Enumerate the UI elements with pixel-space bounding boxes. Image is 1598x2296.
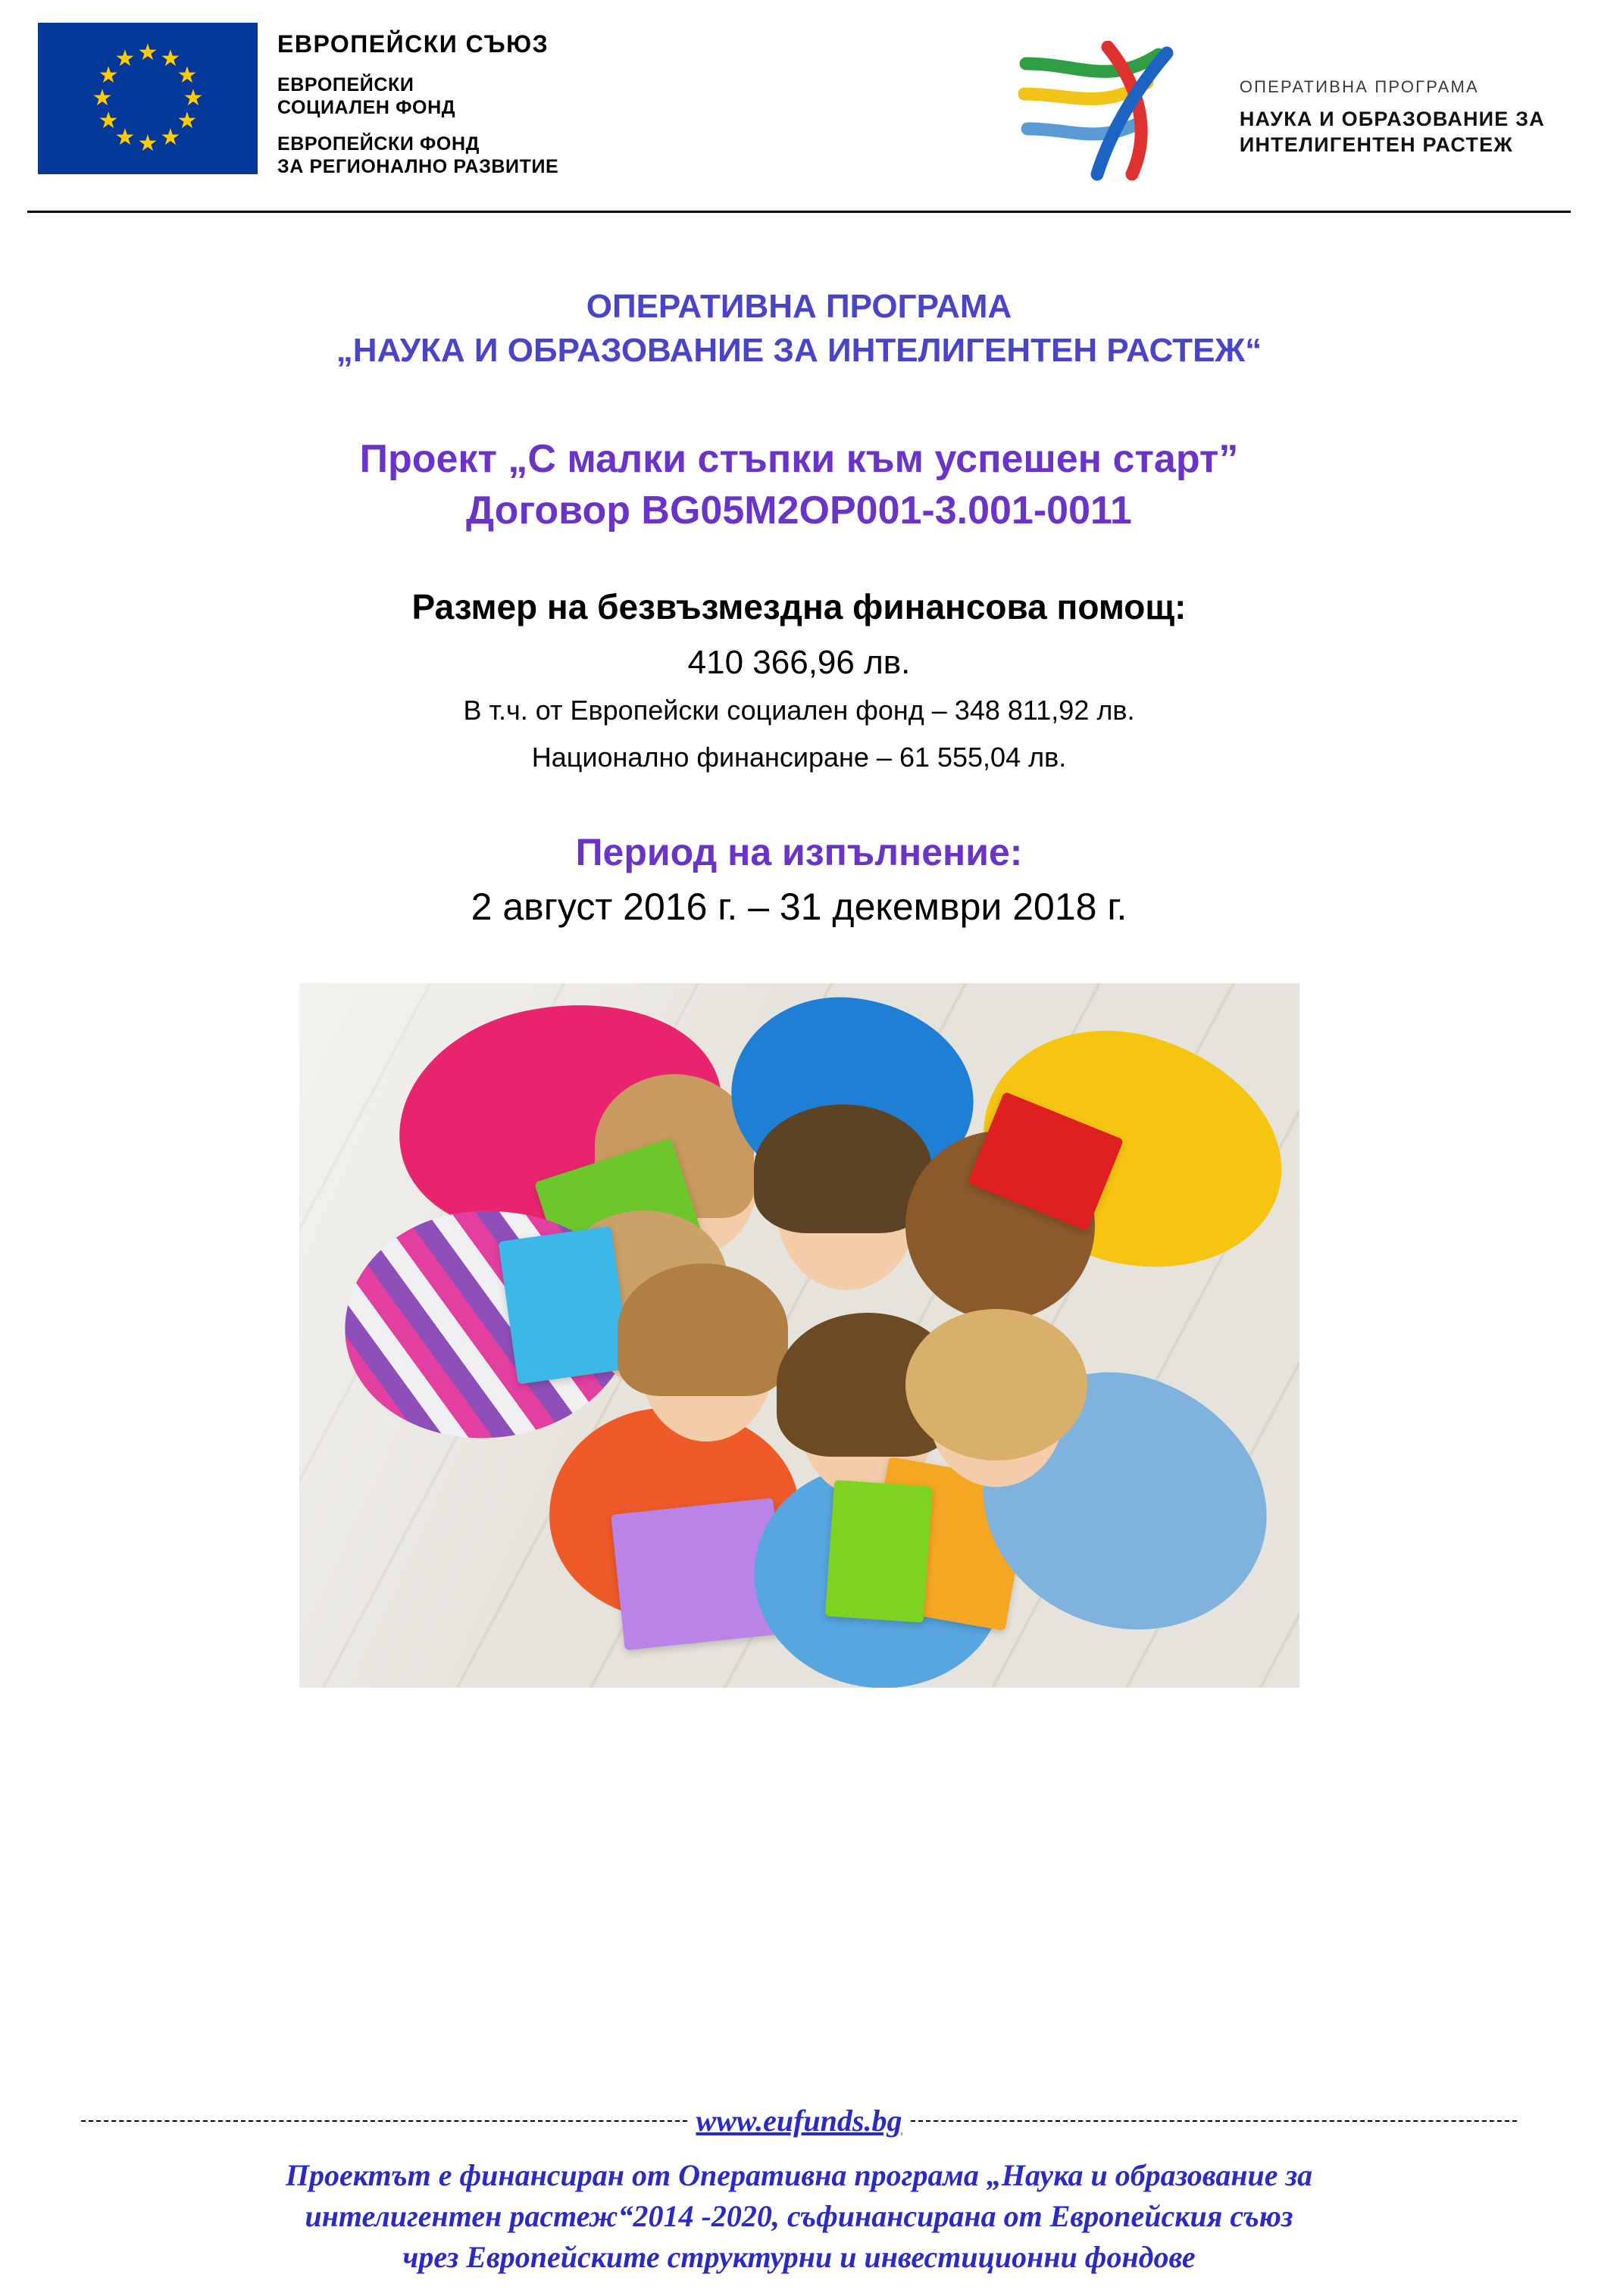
op-name-line1: НАУКА И ОБРАЗОВАНИЕ ЗА: [1239, 108, 1545, 130]
footer-disclaimer-line3: чрез Европейските структурни и инвестиционни фондове: [402, 2240, 1196, 2274]
children-photo: [299, 983, 1299, 1688]
op-small-label: ОПЕРАТИВНА ПРОГРАМА: [1239, 77, 1479, 96]
header-divider: [27, 211, 1571, 213]
eu-star-icon: ★: [98, 63, 119, 88]
programme-title-line1: ОПЕРАТИВНА ПРОГРАМА: [586, 288, 1012, 325]
programme-title: [61, 285, 1537, 373]
footer-dash-left: [81, 2120, 687, 2122]
child-4-book: [498, 1226, 630, 1384]
programme-title-line2: „НАУКА И ОБРАЗОВАНИЕ ЗА ИНТЕЛИГЕНТЕН РАСТЕЖ“: [336, 332, 1262, 369]
project-name: Проект „С малки стъпки към успешен старт”: [359, 437, 1239, 481]
eu-star-icon: ★: [160, 124, 181, 150]
op-name-line2: ИНТЕЛИГЕНТЕН РАСТЕЖ: [1239, 133, 1513, 156]
footer-disclaimer: [0, 2155, 1598, 2278]
op-emblem-block: [1018, 23, 1560, 181]
footer-dash-right: [911, 2120, 1517, 2122]
eu-emblem-text: [277, 23, 558, 178]
op-name: [1240, 106, 1545, 158]
period-label: Период на изпълнение:: [575, 831, 1023, 873]
eu-star-icon: ★: [114, 124, 136, 150]
eu-star-icon: ★: [98, 108, 119, 133]
footer-disclaimer-line1: Проектът е финансиран от Оперативна програма „Наука и образование за: [285, 2158, 1313, 2192]
document-body: [0, 285, 1598, 1688]
eu-social-fund-label-line2: СОЦИАЛЕН ФОНД: [277, 97, 456, 118]
eu-star-icon: ★: [183, 86, 204, 111]
footer-disclaimer-line2: интелигентен растеж“2014 -2020, съфинансирана от Европейския съюз: [305, 2199, 1293, 2233]
eu-star-icon: ★: [137, 131, 158, 156]
eu-regional-fund-label-line2: ЗА РЕГИОНАЛНО РАЗВИТИЕ: [277, 156, 559, 177]
period-value: 2 август 2016 г. – 31 декември 2018 г.: [471, 886, 1127, 928]
footer-website-row: [0, 2103, 1598, 2138]
eu-star-icon: ★: [177, 108, 198, 133]
document-footer: [0, 2103, 1598, 2278]
eu-union-label: ЕВРОПЕЙСКИ СЪЮЗ: [277, 30, 549, 58]
child-7-hair: [905, 1309, 1087, 1460]
child-2-hair: [754, 1104, 932, 1233]
eu-regional-fund-label: [277, 133, 558, 178]
project-title: [61, 433, 1537, 536]
eufunds-website-link[interactable]: www.eufunds.bg: [696, 2104, 902, 2138]
eu-regional-fund-label-line1: ЕВРОПЕЙСКИ ФОНД: [277, 133, 480, 155]
grant-label: Размер на безвъзмездна финансова помощ:: [411, 587, 1187, 626]
eu-star-icon: ★: [114, 46, 136, 72]
eu-star-icon: ★: [177, 63, 198, 88]
document-header: [0, 0, 1598, 205]
child-5-hair: [618, 1264, 788, 1396]
eu-flag-icon: [38, 23, 258, 174]
eu-social-fund-label: [277, 73, 558, 119]
child-6-book-secondary: [824, 1480, 932, 1623]
grant-esf-amount: В т.ч. от Европейски социален фонд – 348 811,92 лв.: [463, 695, 1135, 726]
eu-star-icon: ★: [160, 46, 181, 72]
op-science-education-logo-icon: [1018, 41, 1223, 181]
eu-emblem-block: [38, 23, 558, 178]
eu-star-icon: ★: [137, 40, 158, 65]
project-contract-number: Договор BG05M2OP001-3.001-0011: [466, 489, 1132, 533]
grant-amount: 410 366,96 лв.: [687, 644, 911, 681]
eu-social-fund-label-line1: ЕВРОПЕЙСКИ: [277, 74, 414, 95]
grant-national-amount: Национално финансиране – 61 555,04 лв.: [531, 742, 1067, 773]
op-emblem-text: [1240, 41, 1545, 158]
eu-star-icon: ★: [92, 86, 113, 111]
